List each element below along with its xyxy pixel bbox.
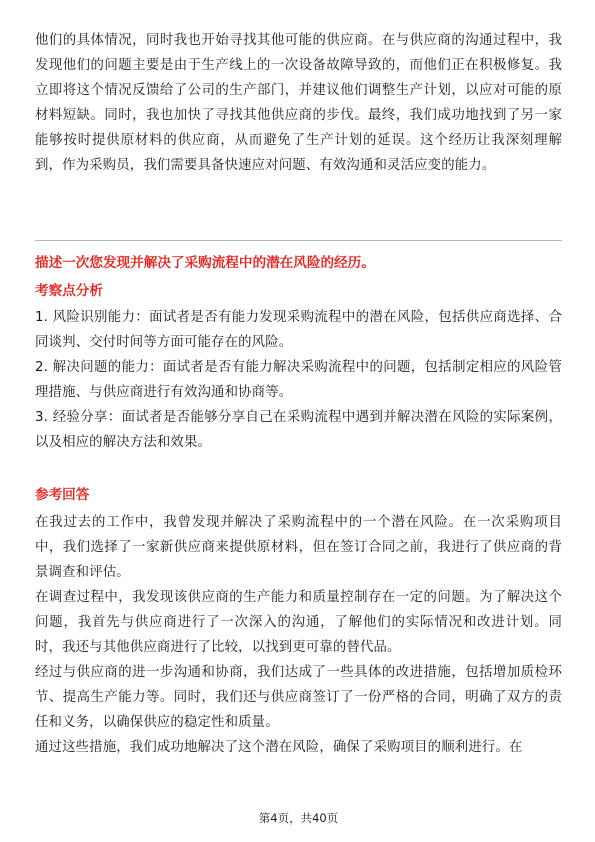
answer-paragraph: 通过这些措施，我们成功地解决了这个潜在风险，确保了采购项目的顺利进行。在	[35, 740, 523, 755]
answer-paragraph: 经过与供应商的进一步沟通和协商，我们达成了一些具体的改进措施，包括增加质检环节、提高生产能力等。同时，我们还与供应商签订了一份严格的合同，明确了双方的责任和义务，以确保供应的稳定性和质量。	[35, 665, 562, 730]
analysis-list	[35, 305, 562, 455]
answer-paragraph: 在我过去的工作中，我曾发现并解决了采购流程中的一个潜在风险。在一次采购项目中，我们选择了一家新供应商来提供原材料，但在签订合同之前，我进行了供应商的背景调查和评估。	[35, 515, 562, 580]
answer-body	[35, 510, 562, 760]
answer-paragraph: 在调查过程中，我发现该供应商的生产能力和质量控制存在一定的问题。为了解决这个问题，我首先与供应商进行了一次深入的沟通，了解他们的实际情况和改进计划。同时，我还与其他供应商进行了比较，以找到更可靠的替代品。	[35, 590, 562, 655]
question-title: 描述一次您发现并解决了采购流程中的潜在风险的经历。	[35, 255, 375, 271]
analysis-item: 1. 风险识别能力：面试者是否有能力发现采购流程中的潜在风险，包括供应商选择、合同谈判、交付时间等方面可能存在的风险。	[35, 310, 562, 350]
analysis-heading: 考察点分析	[35, 283, 103, 299]
answer-heading: 参考回答	[35, 487, 90, 503]
analysis-item: 3. 经验分享：面试者是否能够分享自己在采购流程中遇到并解决潜在风险的实际案例，以及相应的解决方法和效果。	[35, 410, 562, 450]
analysis-item: 2. 解决问题的能力：面试者是否有能力解决采购流程中的问题，包括制定相应的风险管理措施、与供应商进行有效沟通和协商等。	[35, 360, 562, 400]
page-number: 第4页，共40页	[258, 811, 339, 825]
section-divider	[35, 240, 562, 241]
document-page	[35, 0, 562, 842]
intro-paragraph: 他们的具体情况，同时我也开始寻找其他可能的供应商。在与供应商的沟通过程中，我发现他们的问题主要是由于生产线上的一次设备故障导致的，而他们正在积极修复。我立即将这个情况反馈给了公司的生产部门，并建议他们调整生产计划，以应对可能的原材料短缺。同时，我也加快了寻找其他供应商的步伐。最终，我们成功地找到了另一家能够按时提供原材料的供应商，从而避免了生产计划的延误。这个经历让我深刻理解到，作为采购员，我们需要具备快速应对问题、有效沟通和灵活应变的能力。	[35, 33, 562, 173]
